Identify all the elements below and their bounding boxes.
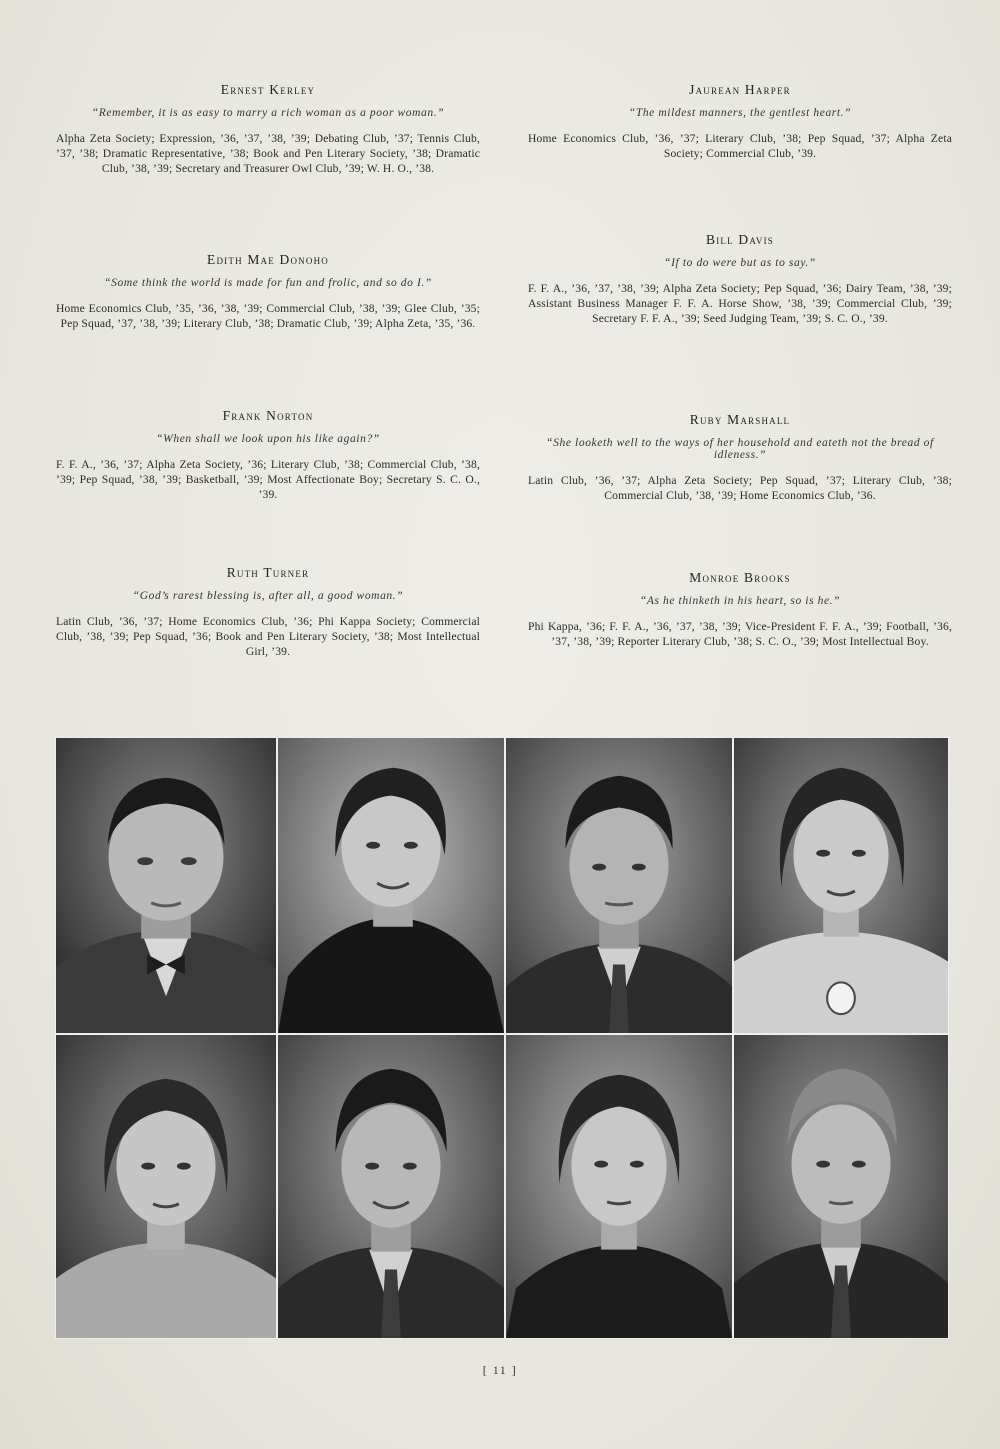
senior-name: Ernest Kerley xyxy=(220,82,316,97)
senior-entry xyxy=(56,82,480,176)
senior-entry xyxy=(528,82,952,161)
senior-entry xyxy=(528,570,952,649)
senior-activities: Alpha Zeta Society; Expression, ’36, ’37, ’38, ’39; Debating Club, ’37; Tennis Club, ’37, ’38; Dramatic Representative, ’38; Book and Pen Literary Society, ’38; Dramatic Club, ’38, ’39; Secretary and Treasurer Owl Club, ’39; W. H. O., ’38. xyxy=(56,132,480,175)
portrait-photo xyxy=(733,737,949,1034)
portrait-photo xyxy=(505,1034,733,1339)
portrait-photo xyxy=(55,1034,277,1339)
senior-entry xyxy=(528,232,952,326)
senior-quote: “When shall we look upon his like again?” xyxy=(156,433,380,445)
senior-quote: “The mildest manners, the gentlest heart.” xyxy=(628,107,852,119)
senior-quote: “Some think the world is made for fun and frolic, and so do I.” xyxy=(104,277,432,289)
senior-activities: F. F. A., ’36, ’37, ’38, ’39; Alpha Zeta Society; Pep Squad, ’36; Dairy Team, ’38, ’39; Assistant Business Manager F. F. A. Horse Show, ’38, ’39; Commercial Club, ’39; Secretary F. F. A., ’39; Seed Judging Team, ’39; S. C. O., ’39. xyxy=(528,282,952,325)
senior-quote: “She looketh well to the ways of her household and eateth not the bread of idleness.” xyxy=(546,437,934,461)
senior-quote: “Remember, it is as easy to marry a rich woman as a poor woman.” xyxy=(91,107,445,119)
senior-name: Bill Davis xyxy=(706,232,774,247)
senior-quote: “As he thinketh in his heart, so is he.” xyxy=(639,595,841,607)
senior-entry xyxy=(528,412,952,503)
senior-activities: Latin Club, ’36, ’37; Alpha Zeta Society; Pep Squad, ’37; Literary Club, ’38; Commercial Club, ’38, ’39; Home Economics Club, ’36. xyxy=(528,474,952,502)
senior-entry xyxy=(56,408,480,502)
senior-activities: Latin Club, ’36, ’37; Home Economics Club, ’36; Phi Kappa Society; Commercial Club, ’38, ’39; Pep Squad, ’36; Book and Pen Literary Society, ’38; Most Intellectual Girl, ’39. xyxy=(56,615,480,658)
portrait-photo xyxy=(505,737,733,1034)
senior-name: Jaurean Harper xyxy=(689,82,791,97)
senior-activities: Home Economics Club, ’35, ’36, ’38, ’39; Commercial Club, ’38, ’39; Glee Club, ’35; Pep Squad, ’37, ’38, ’39; Literary Club, ’38; Dramatic Club, ’39; Alpha Zeta, ’35, ’36. xyxy=(56,302,480,330)
senior-activities: F. F. A., ’36, ’37; Alpha Zeta Society, ’36; Literary Club, ’38; Commercial Club, ’38, ’39; Pep Squad, ’38, ’39; Basketball, ’39; Most Affectionate Boy; Secretary S. C. O., ’39. xyxy=(56,458,480,501)
portrait-photo xyxy=(277,1034,505,1339)
senior-name: Edith Mae Donoho xyxy=(207,252,329,267)
senior-entry xyxy=(56,252,480,331)
portrait-grid xyxy=(55,737,949,1339)
senior-name: Ruth Turner xyxy=(226,565,310,580)
portrait-photo xyxy=(277,737,505,1034)
senior-quote: “God’s rarest blessing is, after all, a good woman.” xyxy=(132,590,404,602)
senior-name: Monroe Brooks xyxy=(689,570,791,585)
senior-name: Ruby Marshall xyxy=(689,412,791,427)
portrait-photo xyxy=(733,1034,949,1339)
senior-entry xyxy=(56,565,480,659)
senior-activities: Home Economics Club, ’36, ’37; Literary Club, ’38; Pep Squad, ’37; Alpha Zeta Society; Commercial Club, ’39. xyxy=(528,132,952,160)
senior-name: Frank Norton xyxy=(222,408,314,423)
senior-quote: “If to do were but as to say.” xyxy=(664,257,816,269)
senior-activities: Phi Kappa, ’36; F. F. A., ’36, ’37, ’38, ’39; Vice-President F. F. A., ’39; Football, ’36, ’37, ’38, ’39; Reporter Literary Club, ’38; S. C. O., ’39; Most Intellectual Boy. xyxy=(528,620,952,648)
portrait-photo xyxy=(55,737,277,1034)
page-number: [ 11 ] xyxy=(482,1363,518,1377)
